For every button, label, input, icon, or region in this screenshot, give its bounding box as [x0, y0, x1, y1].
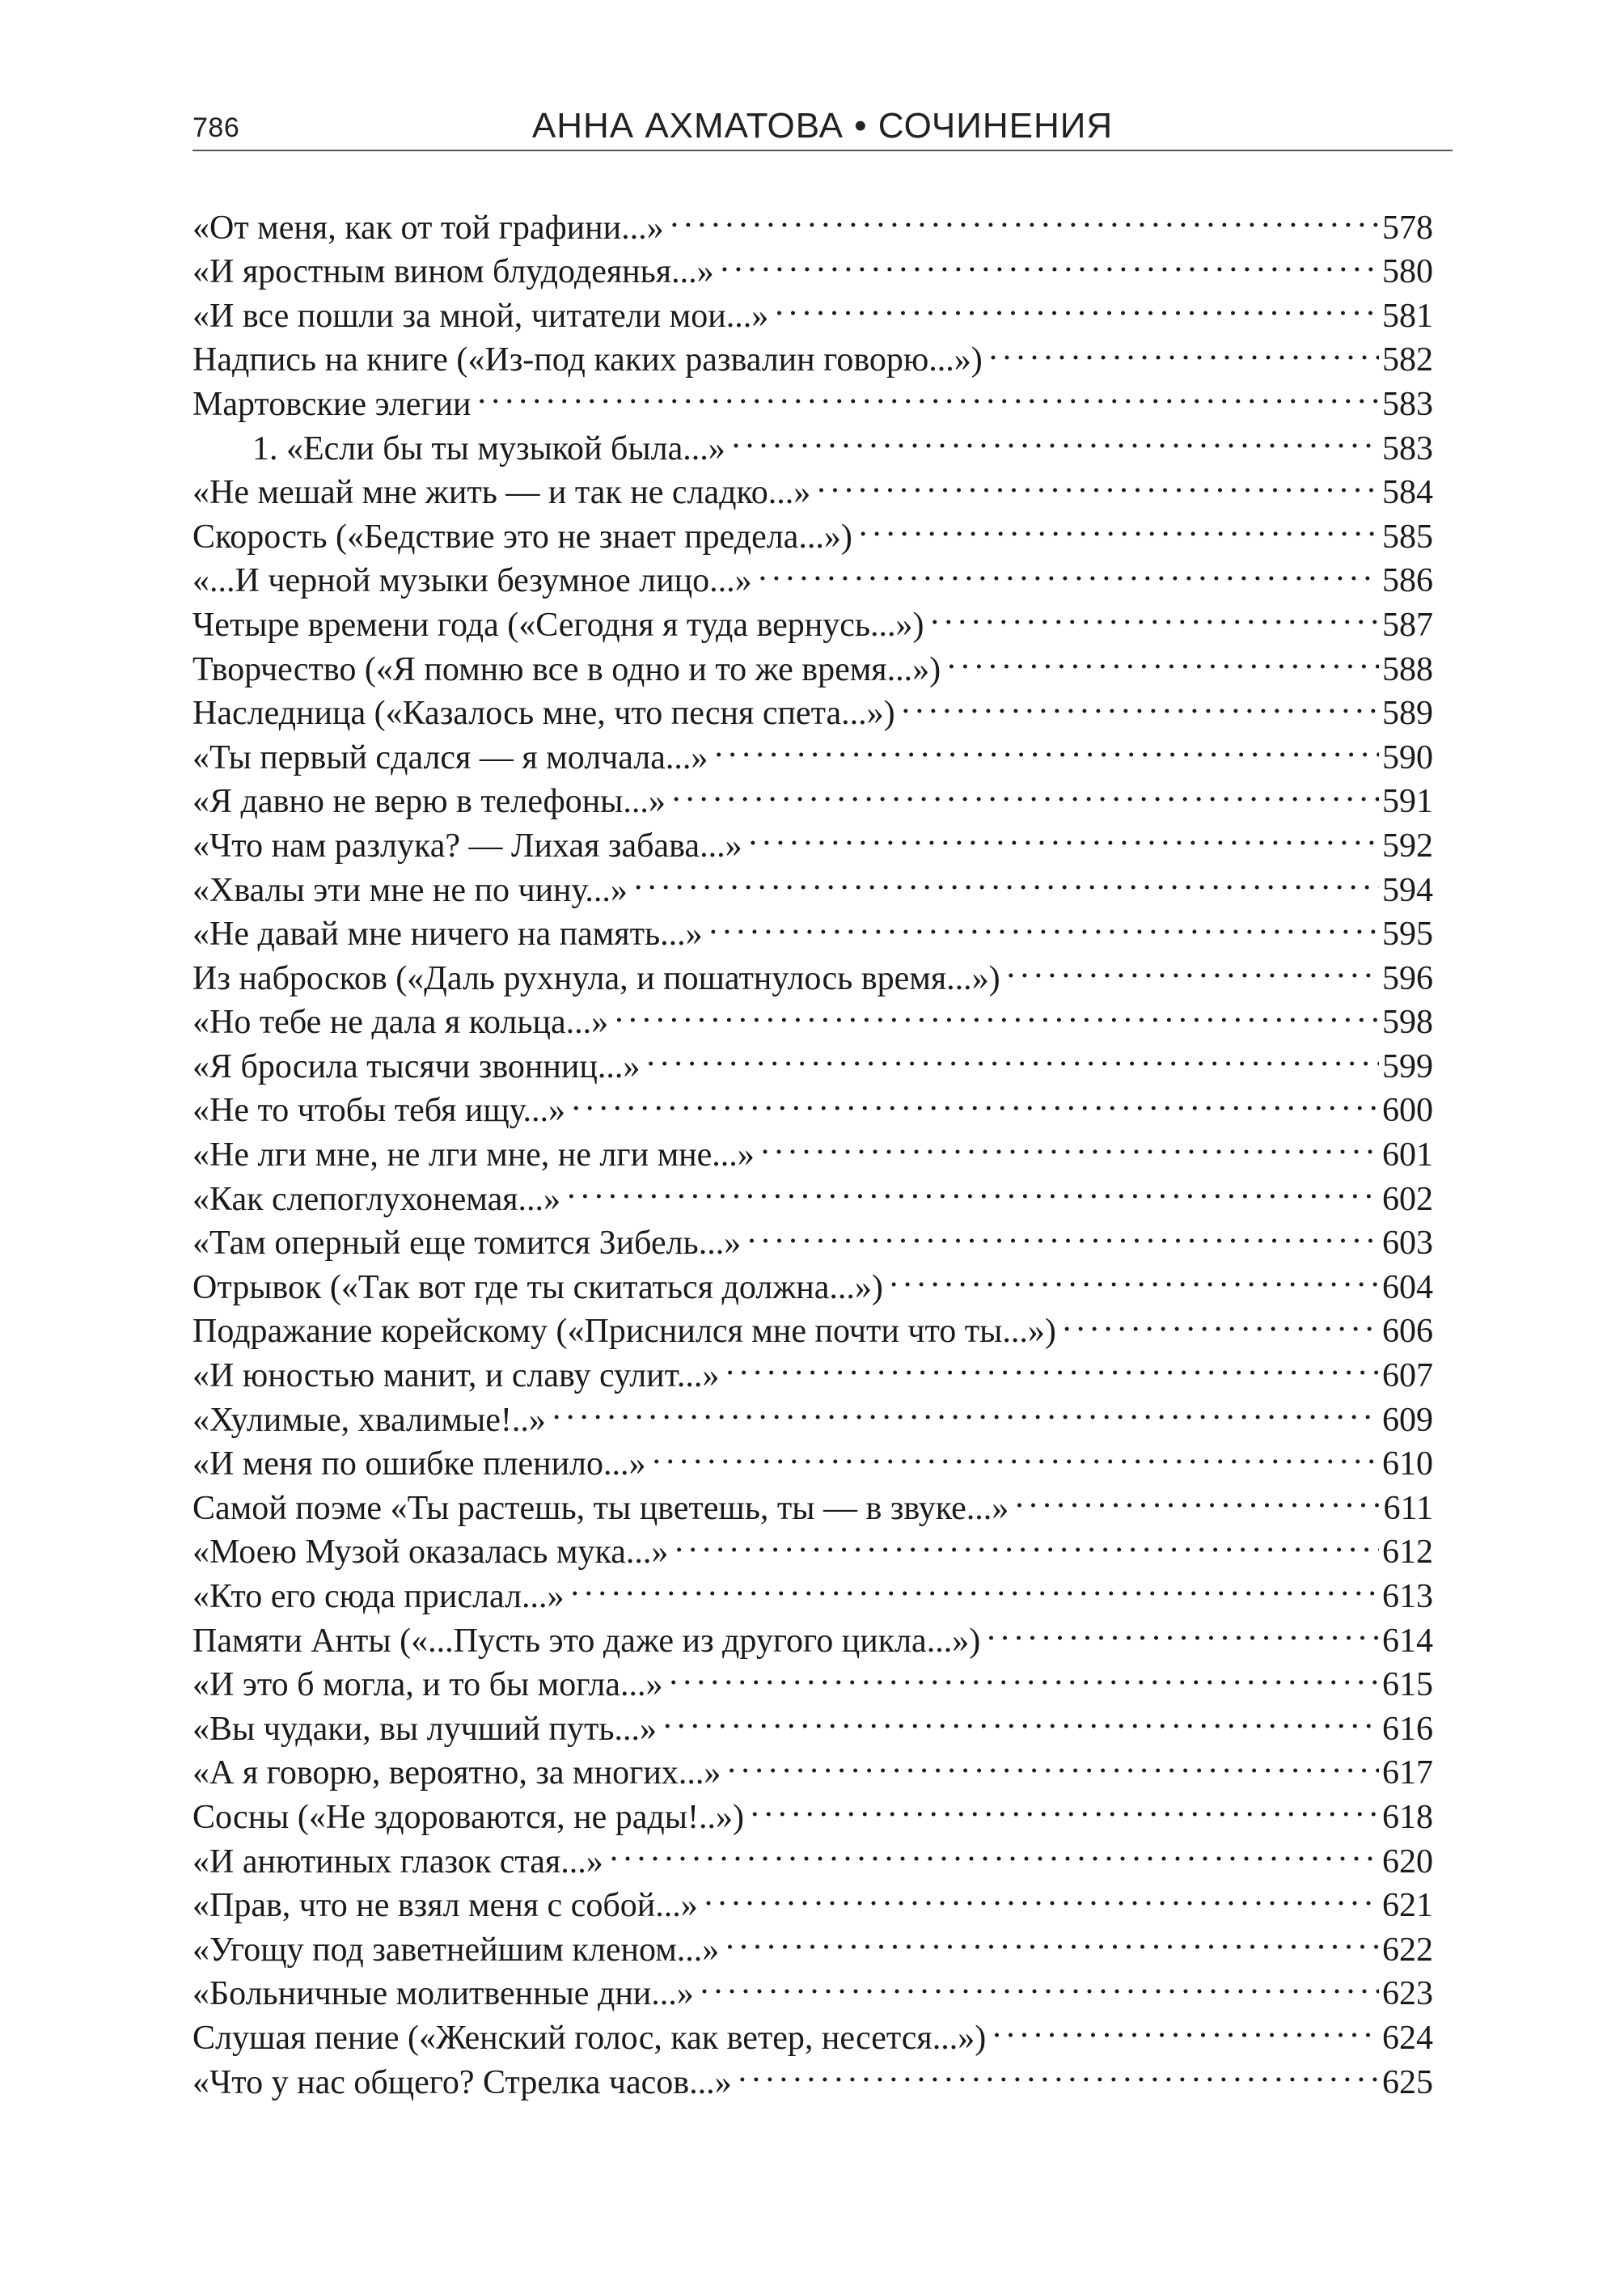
toc-entry-title: «Не лги мне, не лги мне, не лги мне...» — [192, 1136, 755, 1174]
dot-leader — [1015, 1474, 1380, 1519]
dot-leader — [653, 1431, 1380, 1475]
toc-entry-page: 615 — [1382, 1666, 1433, 1704]
toc-entry-title: «Не то чтобы тебя ищу...» — [192, 1092, 566, 1130]
toc-entry-page: 591 — [1382, 783, 1433, 821]
dot-leader — [709, 901, 1379, 946]
toc-entry-page: 581 — [1382, 297, 1433, 335]
dot-leader — [747, 1210, 1379, 1254]
dot-leader — [552, 1386, 1379, 1431]
dot-leader — [725, 1342, 1379, 1386]
toc-entry-title: Мартовские элегии — [192, 385, 472, 423]
toc-entry-title: «Вы чудаки, вы лучший путь...» — [192, 1710, 658, 1748]
dot-leader — [634, 857, 1379, 901]
toc-entry-page: 624 — [1382, 2019, 1433, 2057]
dot-leader — [947, 636, 1379, 680]
toc-entry-page: 621 — [1382, 1887, 1433, 1925]
toc-entry-title: Творчество («Я помню все в одно и то же время...») — [192, 650, 941, 688]
toc-entry-title: Отрывок («Так вот где ты скитаться должна...») — [192, 1268, 883, 1306]
toc-entry-page: 613 — [1382, 1578, 1433, 1615]
running-title: АННА АХМАТОВА • СОЧИНЕНИЯ — [531, 106, 1114, 146]
dot-leader — [859, 503, 1379, 548]
dot-leader — [572, 1077, 1379, 1122]
toc-entry-page: 611 — [1383, 1489, 1433, 1527]
dot-leader — [817, 459, 1379, 504]
toc-entry-page: 586 — [1382, 562, 1433, 600]
toc-entry-title: «Я давно не верю в телефоны...» — [192, 783, 666, 821]
toc-entry-page: 601 — [1382, 1136, 1433, 1174]
dot-leader — [761, 1121, 1379, 1166]
page-number: 786 — [192, 112, 240, 143]
toc-entry-page: 610 — [1382, 1445, 1433, 1483]
toc-entry-page: 620 — [1382, 1842, 1433, 1881]
dot-leader — [749, 812, 1379, 857]
toc-entry-title: «Ты первый сдался — я молчала...» — [192, 738, 708, 776]
toc-entry-page: 622 — [1382, 1931, 1433, 1969]
dot-leader — [567, 1166, 1379, 1210]
dot-leader — [670, 194, 1379, 239]
toc-entry-title: «Хвалы эти мне не по чину...» — [192, 871, 628, 909]
toc-entry-page: 625 — [1382, 2063, 1433, 2101]
toc-entry-page: 580 — [1382, 253, 1433, 291]
dot-leader — [704, 1872, 1379, 1917]
toc-entry-page: 595 — [1382, 916, 1433, 954]
toc-entry-title: Скорость («Бедствие это не знает предела...») — [192, 518, 852, 556]
toc-entry-title: «Что нам разлука? — Лихая забава...» — [192, 827, 742, 865]
toc-entry-title: «Как слепоглухонемая...» — [192, 1180, 561, 1218]
toc-entry-page: 587 — [1382, 606, 1433, 644]
dot-leader — [570, 1563, 1379, 1607]
toc-entry-page: 592 — [1382, 827, 1433, 865]
dot-leader — [672, 768, 1379, 813]
dot-leader — [987, 1607, 1379, 1652]
toc-entry-page: 583 — [1382, 385, 1433, 423]
toc-entry-page: 590 — [1382, 738, 1433, 776]
toc-entry-page: 578 — [1382, 209, 1433, 247]
toc-entry-page: 583 — [1382, 429, 1433, 467]
toc-entry-page: 582 — [1382, 341, 1433, 379]
toc-entry-title: «Кто его сюда прислал...» — [192, 1578, 565, 1615]
dot-leader — [775, 282, 1379, 327]
toc-entry-title: «И все пошли за мной, читатели мои...» — [192, 297, 769, 335]
toc-entry-title: «Прав, что не взял меня с собой...» — [192, 1887, 698, 1925]
toc-entry-title: «Что у нас общего? Стрелка часов...» — [192, 2063, 732, 2101]
dot-leader — [989, 327, 1379, 371]
dot-leader — [890, 1254, 1379, 1298]
toc-entry-title: 1. «Если бы ты музыкой была...» — [252, 429, 725, 467]
toc-entry-title: «...И черной музыки безумное лицо...» — [192, 562, 752, 600]
dot-leader — [902, 680, 1379, 725]
toc-entry-page: 596 — [1382, 959, 1433, 997]
toc-entry-page: 588 — [1382, 650, 1433, 688]
toc-entry-title: «И юностью манит, и славу сулит...» — [192, 1357, 720, 1395]
toc-entry-title: Подражание корейскому («Приснился мне почти что ты...») — [192, 1313, 1056, 1351]
toc-entry-title: «Но тебе не дала я кольца...» — [192, 1004, 609, 1042]
toc-entry-page: 618 — [1382, 1798, 1433, 1836]
toc-entry-page: 585 — [1382, 518, 1433, 556]
toc-entry-title: «Не давай мне ничего на память...» — [192, 916, 703, 954]
toc-entry-page: 598 — [1382, 1004, 1433, 1042]
dot-leader — [714, 724, 1379, 768]
dot-leader — [732, 415, 1379, 459]
toc-entry-page: 616 — [1382, 1710, 1433, 1748]
dot-leader — [700, 1961, 1379, 2005]
toc-entry-title: «И анютиных глазок стая...» — [192, 1842, 603, 1881]
toc-entry-page: 602 — [1382, 1180, 1433, 1218]
toc-entry-title: Слушая пение («Женский голос, как ветер, несется...») — [192, 2019, 987, 2057]
toc-entry-title: «От меня, как от той графини...» — [192, 209, 664, 247]
toc-entry-title: «Моею Музой оказалась мука...» — [192, 1534, 669, 1572]
running-header — [192, 101, 1453, 151]
toc-entry-title: «И яростным вином блудодеянья...» — [192, 253, 714, 291]
dot-leader — [1007, 945, 1379, 989]
toc-entry-title: Четыре времени года («Сегодня я туда вернусь...») — [192, 606, 924, 644]
toc-entry-page: 614 — [1382, 1622, 1433, 1660]
dot-leader — [663, 1695, 1379, 1740]
toc-entry-title: Самой поэме «Ты растешь, ты цветешь, ты — в звуке...» — [192, 1489, 1009, 1527]
dot-leader — [725, 1916, 1379, 1961]
toc-entry-page: 584 — [1382, 474, 1433, 512]
dot-leader — [751, 1783, 1379, 1828]
dot-leader — [931, 591, 1379, 636]
toc-entry-page: 607 — [1382, 1357, 1433, 1395]
toc-entry-page: 606 — [1382, 1313, 1433, 1351]
toc-entry-title: «Больничные молитвенные дни...» — [192, 1975, 694, 2013]
dot-leader — [1063, 1298, 1379, 1343]
toc-entry-title: «Там оперный еще томится Зибель...» — [192, 1225, 742, 1263]
toc-entry-title: Наследница («Казалось мне, что песня спета...») — [192, 695, 895, 733]
dot-leader — [615, 989, 1379, 1034]
dot-leader — [646, 1033, 1379, 1077]
dot-leader — [992, 2004, 1379, 2049]
toc-entry-title: «И это б могла, и то бы могла...» — [192, 1666, 663, 1704]
toc-entry-title: «Хулимые, хвалимые!..» — [192, 1401, 546, 1439]
toc-entry-page: 589 — [1382, 695, 1433, 733]
toc-entry — [192, 194, 1433, 247]
toc-entry-title: Памяти Анты («...Пусть это даже из другого цикла...») — [192, 1622, 981, 1660]
toc-entry-title: «И меня по ошибке пленило...» — [192, 1445, 646, 1483]
toc-entry-title: «Не мешай мне жить — и так не сладко...» — [192, 474, 811, 512]
dot-leader — [727, 1740, 1379, 1784]
toc-entry-page: 603 — [1382, 1225, 1433, 1263]
dot-leader — [738, 2049, 1379, 2093]
toc-entry-page: 609 — [1382, 1401, 1433, 1439]
toc-entry-page: 594 — [1382, 871, 1433, 909]
toc-entry-title: «Угощу под заветнейшим кленом...» — [192, 1931, 720, 1969]
dot-leader — [478, 370, 1379, 415]
toc-entry-page: 612 — [1382, 1534, 1433, 1572]
dot-leader — [610, 1828, 1379, 1872]
toc-entry-title: Из набросков («Даль рухнула, и пошатнулось время...») — [192, 959, 1000, 997]
toc-entry-page: 604 — [1382, 1268, 1433, 1306]
toc-entry-title: Сосны («Не здороваются, не рады!..») — [192, 1798, 744, 1836]
dot-leader — [759, 548, 1379, 592]
toc-entry-title: «Я бросила тысячи звонниц...» — [192, 1047, 641, 1085]
toc-entry-title: Надпись на книге («Из-под каких развалин говорю...») — [192, 341, 983, 379]
toc-entry-title: «А я говорю, вероятно, за многих...» — [192, 1754, 721, 1792]
dot-leader — [675, 1519, 1379, 1563]
table-of-contents — [192, 194, 1433, 2101]
toc-entry-page: 599 — [1382, 1047, 1433, 1085]
toc-entry-page: 617 — [1382, 1754, 1433, 1792]
toc-entry-page: 623 — [1382, 1975, 1433, 2013]
dot-leader — [721, 239, 1379, 283]
dot-leader — [669, 1652, 1379, 1696]
toc-entry-page: 600 — [1382, 1092, 1433, 1130]
